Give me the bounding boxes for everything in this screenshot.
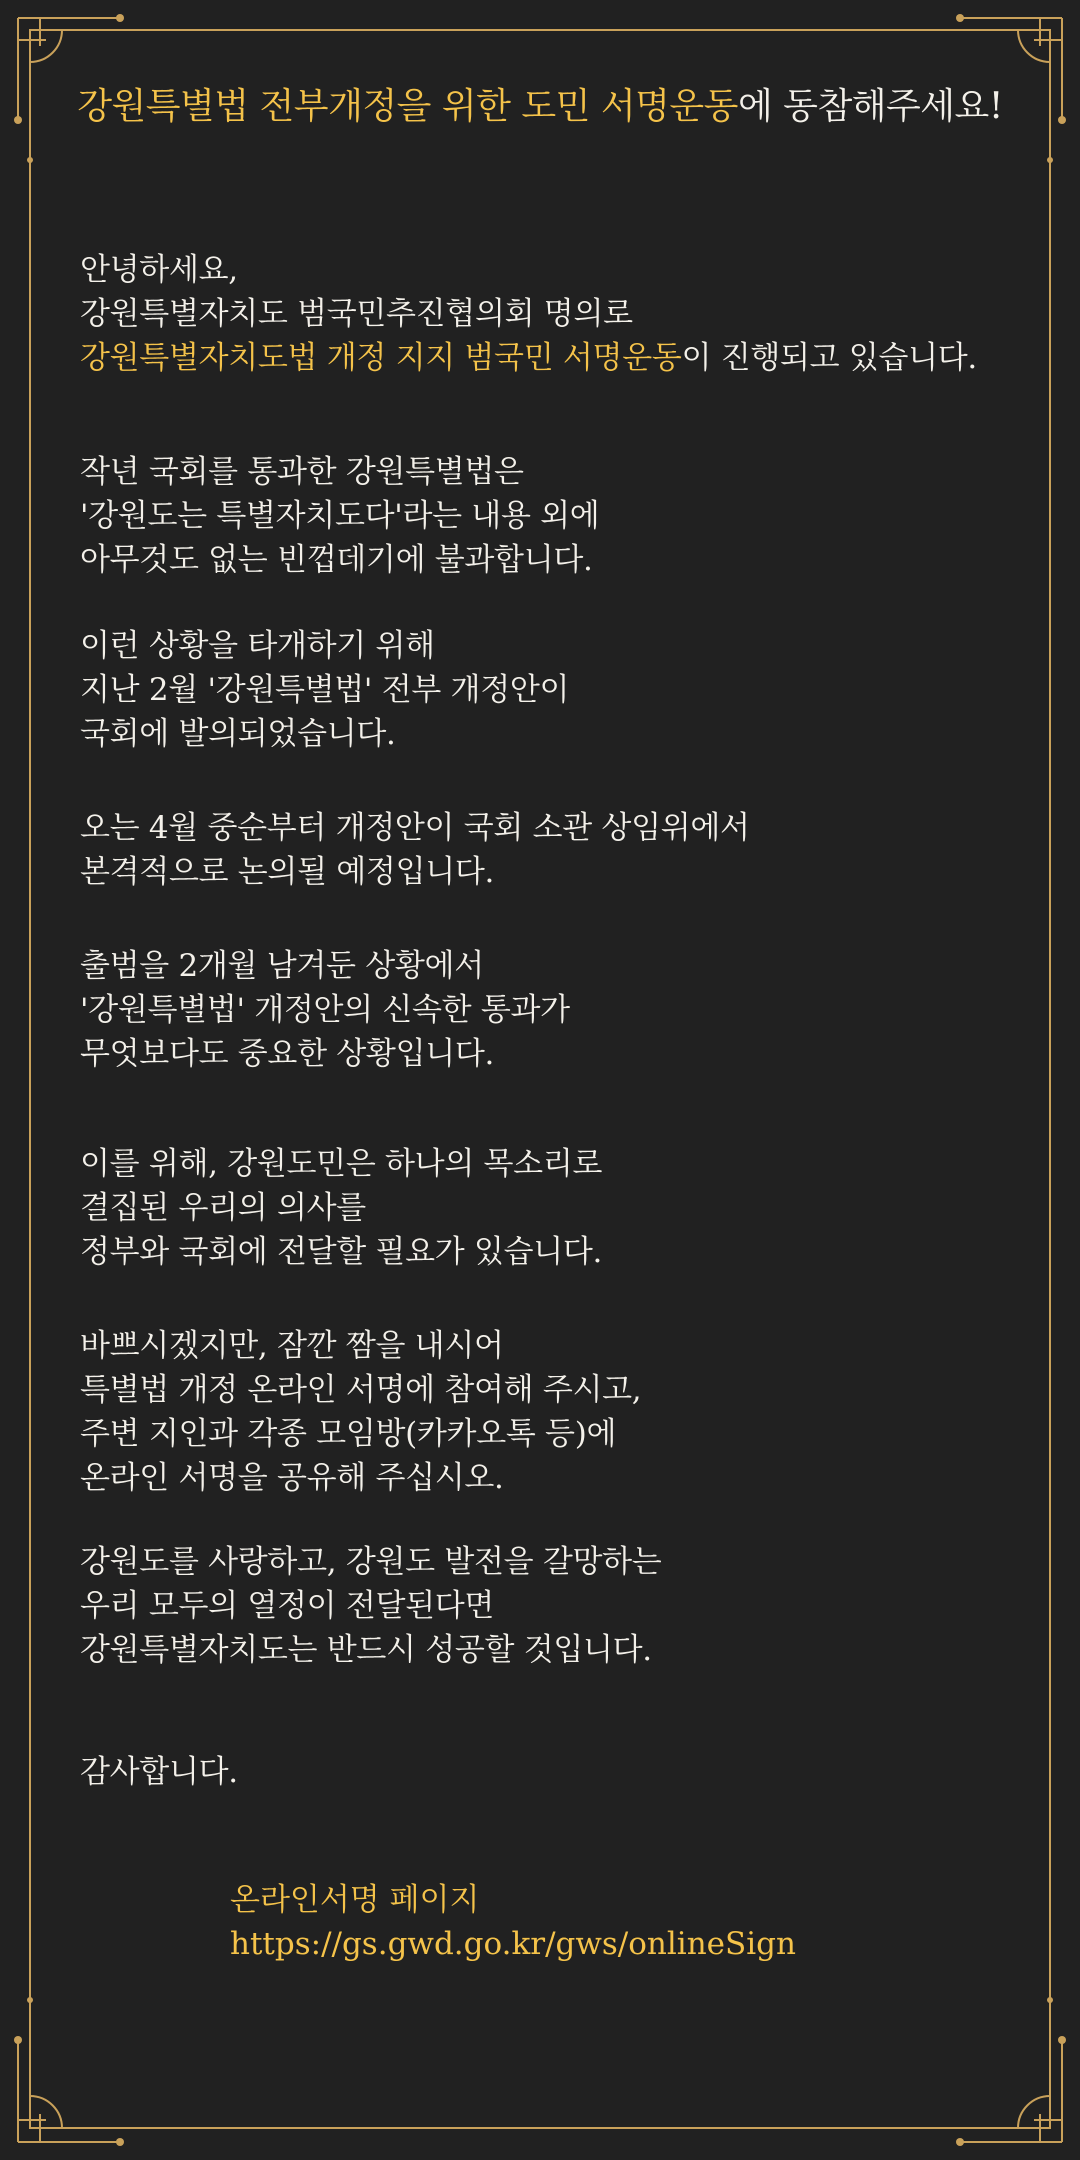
online-sign-label: 온라인서명 페이지 [230,1882,480,1918]
paragraph-line: 우리 모두의 열정이 전달된다면 [80,1588,495,1624]
paragraph-6 [80,1324,641,1500]
closing-line: 감사합니다. [80,1754,238,1790]
title-highlight: 강원특별법 전부개정을 위한 도민 서명운동 [77,86,738,127]
paragraph-4 [80,944,570,1076]
paragraph-line: 주변 지인과 각종 모임방(카카오톡 등)에 [80,1416,617,1452]
intro-line: 안녕하세요, [80,252,238,288]
paragraph-2 [80,624,569,756]
paragraph-line: '강원도는 특별자치도다'라는 내용 외에 [80,498,600,534]
paragraph-line: 오는 4월 중순부터 개정안이 국회 소관 상임위에서 [80,810,750,846]
paragraph-line: 본격적으로 논의될 예정입니다. [80,854,495,890]
paragraph-line: 작년 국회를 통과한 강원특별법은 [80,454,524,490]
title-rest: 에 동참해주세요! [737,86,1003,127]
paragraph-line: '강원특별법' 개정안의 신속한 통과가 [80,992,570,1028]
paragraph-1 [80,450,599,582]
page-title [0,78,1080,129]
paragraph-line: 바쁘시겠지만, 잠깐 짬을 내시어 [80,1328,504,1364]
online-sign-link[interactable]: https://gs.gwd.go.kr/gws/onlineSign [230,1926,796,1962]
paragraph-line: 지난 2월 '강원특별법' 전부 개정안이 [80,672,570,708]
intro-line: 강원특별자치도 범국민추진협의회 명의로 [80,296,633,332]
paragraph-line: 강원도를 사랑하고, 강원도 발전을 갈망하는 [80,1544,662,1580]
intro-rest: 이 진행되고 있습니다. [681,340,977,376]
closing-paragraph [80,1750,238,1794]
paragraph-line: 아무것도 없는 빈껍데기에 불과합니다. [80,542,593,578]
paragraph-line: 정부와 국회에 전달할 필요가 있습니다. [80,1234,603,1270]
intro-highlight: 강원특별자치도법 개정 지지 범국민 서명운동 [80,340,682,376]
intro-paragraph [80,248,977,380]
paragraph-line: 이런 상황을 타개하기 위해 [80,628,435,664]
paragraph-line: 이를 위해, 강원도민은 하나의 목소리로 [80,1146,603,1182]
paragraph-line: 출범을 2개월 남겨둔 상황에서 [80,948,484,984]
paragraph-line: 무엇보다도 중요한 상황입니다. [80,1036,495,1072]
intro-line-highlighted [80,336,977,380]
paragraph-line: 결집된 우리의 의사를 [80,1190,366,1226]
paragraph-line: 강원특별자치도는 반드시 성공할 것입니다. [80,1632,652,1668]
paragraph-line: 국회에 발의되었습니다. [80,716,396,752]
paragraph-line: 온라인 서명을 공유해 주십시오. [80,1460,504,1496]
online-sign-section [230,1878,796,1966]
paragraph-7 [80,1540,661,1672]
paragraph-line: 특별법 개정 온라인 서명에 참여해 주시고, [80,1372,642,1408]
paragraph-3 [80,806,750,894]
paragraph-5 [80,1142,602,1274]
